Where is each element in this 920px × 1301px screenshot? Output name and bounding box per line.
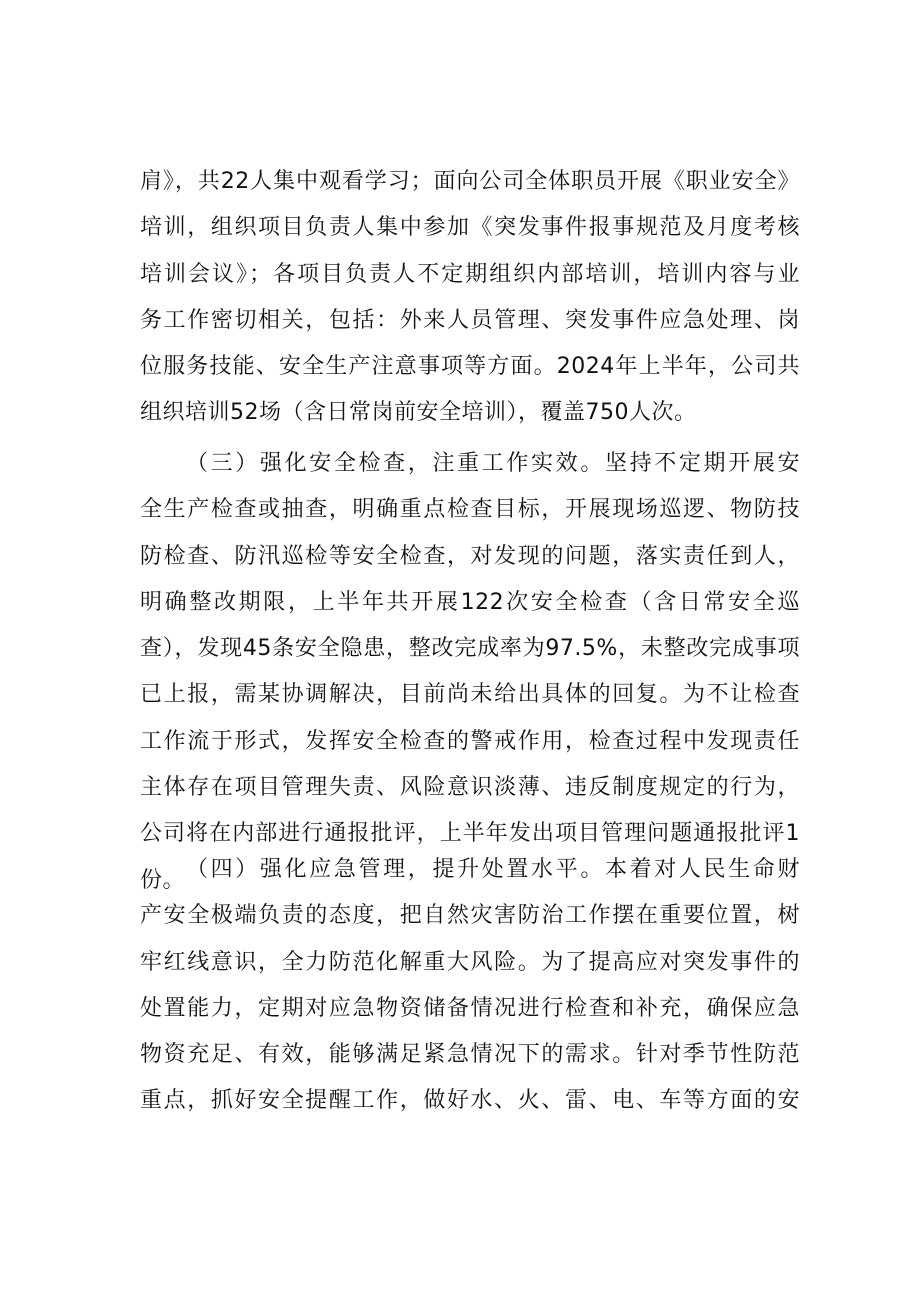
text-line: 已上报，需某协调解决，目前尚未给出具体的回复。为不让检查 bbox=[140, 682, 800, 708]
text-line: 处置能力，定期对应急物资储备情况进行检查和补充，确保应急 bbox=[140, 995, 800, 1021]
text-line: 培训，组织项目负责人集中参加《突发事件报事规范及月度考核 bbox=[140, 215, 800, 241]
text-line: 防检查、防汛巡检等安全检查，对发现的问题，落实责任到人， bbox=[140, 543, 800, 569]
text-line: 牢红线意识，全力防范化解重大风险。为了提高应对突发事件的 bbox=[140, 949, 800, 975]
section-heading-line: （三）强化安全检查，注重工作实效。坚持不定期开展安 bbox=[186, 451, 800, 476]
text-line: 培训会议》；各项目负责人不定期组织内部培训，培训内容与业 bbox=[140, 261, 800, 287]
text-line: 工作流于形式，发挥安全检查的警戒作用，检查过程中发现责任 bbox=[140, 728, 800, 754]
text-line: 产安全极端负责的态度，把自然灾害防治工作摆在重要位置，树 bbox=[140, 903, 800, 929]
text-line: 主体存在项目管理失责、风险意识淡薄、违反制度规定的行为， bbox=[140, 775, 800, 801]
paragraph-training-continuation bbox=[140, 159, 800, 437]
text-line: 全生产检查或抽查，明确重点检查目标，开展现场巡逻、物防技 bbox=[140, 497, 800, 523]
text-line: 务工作密切相关，包括：外来人员管理、突发事件应急处理、岗 bbox=[140, 307, 800, 333]
section-4-emergency-management bbox=[140, 847, 800, 1125]
section-3-safety-inspection bbox=[140, 441, 800, 904]
text-line: 物资充足、有效，能够满足紧急情况下的需求。针对季节性防范 bbox=[140, 1042, 800, 1068]
text-line: 重点，抓好安全提醒工作，做好水、火、雷、电、车等方面的安 bbox=[140, 1088, 800, 1114]
text-line: 公司将在内部进行通报批评，上半年发出项目管理问题通报批评1 bbox=[140, 821, 800, 847]
text-line: 组织培训52场（含日常岗前安全培训），覆盖750人次。 bbox=[140, 400, 697, 426]
text-line: 明确整改期限，上半年共开展122次安全检查（含日常安全巡 bbox=[140, 589, 800, 615]
text-line: 肩》，共22人集中观看学习；面向公司全体职员开展《职业安全》 bbox=[140, 169, 800, 194]
text-line: 位服务技能、安全生产注意事项等方面。2024年上半年，公司共 bbox=[140, 354, 800, 380]
section-heading-line: （四）强化应急管理，提升处置水平。本着对人民生命财 bbox=[186, 857, 800, 882]
text-line: 份。 bbox=[140, 867, 186, 893]
text-line: 查），发现45条安全隐患，整改完成率为97.5%，未整改完成事项 bbox=[140, 636, 800, 662]
